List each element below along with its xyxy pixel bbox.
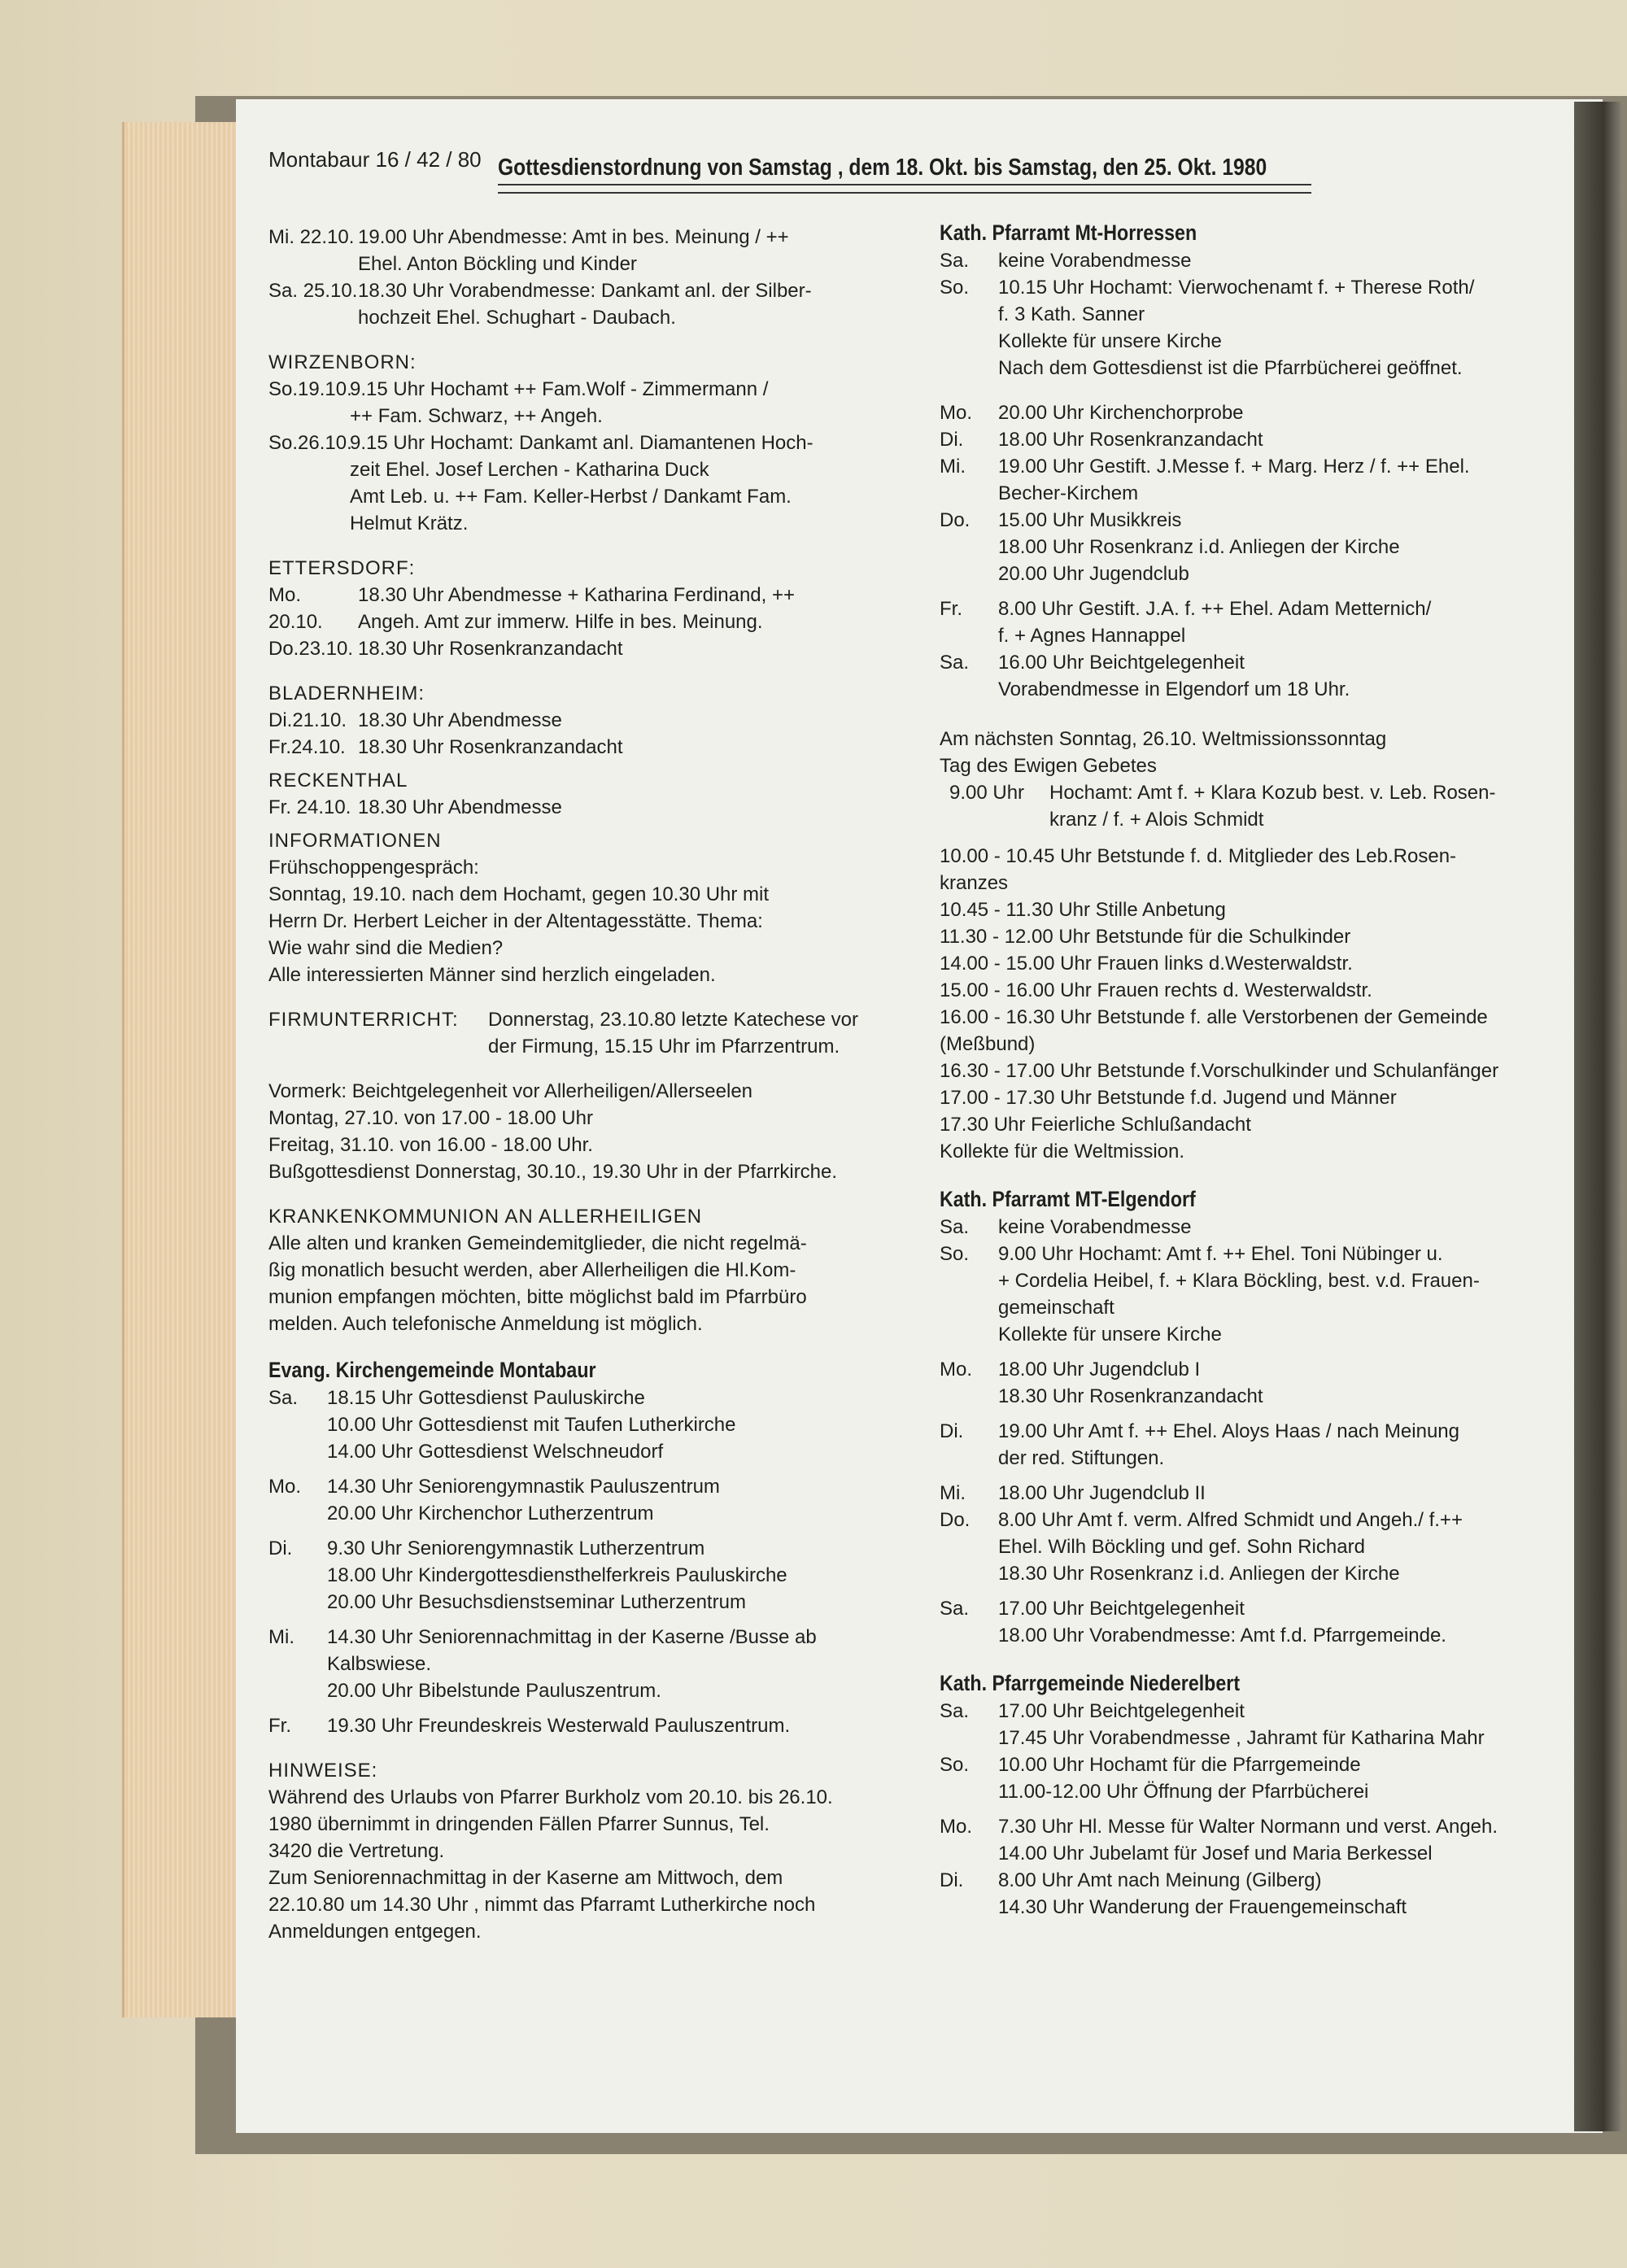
entry-line: f. 3 Kath. Sanner xyxy=(998,303,1145,325)
schedule-line: (Meßbund) xyxy=(940,1033,1036,1055)
weltmission-section xyxy=(940,726,1590,1165)
entry-line: kranz / f. + Alois Schmidt xyxy=(1049,809,1264,831)
day-label: Fr. 24.10. xyxy=(268,796,351,818)
day-label: Sa. xyxy=(940,1216,970,1238)
entry-line: 17.00 Uhr Beichtgelegenheit xyxy=(998,1700,1245,1722)
schedule-row xyxy=(940,1241,1590,1348)
entry-line: 9.00 Uhr Hochamt: Amt f. ++ Ehel. Toni Nübinger u. xyxy=(998,1243,1443,1265)
entry-line: 18.30 Uhr Abendmesse xyxy=(358,709,562,731)
day-label: Di. xyxy=(940,429,964,451)
section-heading: Kath. Pfarrgemeinde Niederelbert xyxy=(940,1671,1241,1695)
entry-line: 9.15 Uhr Hochamt: Dankamt anl. Diamantenen Hoch- xyxy=(350,432,814,454)
schedule-row xyxy=(940,1356,1590,1410)
vormerk-section xyxy=(268,1078,944,1185)
info-line: Alle interessierten Männer sind herzlich eingeladen. xyxy=(268,964,716,986)
entry-line: 9.30 Uhr Seniorengymnastik Lutherzentrum xyxy=(327,1537,705,1559)
entry-line: 17.00 Uhr Beichtgelegenheit xyxy=(998,1598,1245,1620)
info-line: Donnerstag, 23.10.80 letzte Katechese vor xyxy=(488,1009,858,1031)
section-heading: KRANKENKOMMUNION AN ALLERHEILIGEN xyxy=(268,1206,703,1228)
entry-line: keine Vorabendmesse xyxy=(998,250,1192,272)
entry-line: 20.00 Uhr Kirchenchorprobe xyxy=(998,402,1244,424)
schedule-row xyxy=(268,1712,944,1739)
info-line: melden. Auch telefonische Anmeldung ist möglich. xyxy=(268,1313,703,1335)
info-line: der Firmung, 15.15 Uhr im Pfarrzentrum. xyxy=(488,1036,840,1058)
info-line: Vormerk: Beichtgelegenheit vor Allerheiligen/Allerseelen xyxy=(268,1080,753,1102)
day-label: Di.21.10. xyxy=(268,709,347,731)
info-line: Tag des Ewigen Gebetes xyxy=(940,755,1157,777)
entry-line: 18.30 Uhr Abendmesse xyxy=(358,796,562,818)
entry-line: + Cordelia Heibel, f. + Klara Böckling, best. v.d. Frauen- xyxy=(998,1270,1480,1292)
entry-line: 18.30 Uhr Vorabendmesse: Dankamt anl. der Silber- xyxy=(358,280,812,302)
entry-line: 17.45 Uhr Vorabendmesse , Jahramt für Katharina Mahr xyxy=(998,1727,1485,1749)
entry-line: Becher-Kirchem xyxy=(998,482,1139,504)
day-label: Sa. 25.10. xyxy=(268,280,358,302)
schedule-row xyxy=(268,707,944,734)
entry-line: 8.00 Uhr Amt nach Meinung (Gilberg) xyxy=(998,1869,1322,1891)
entry-line: 19.00 Uhr Gestift. J.Messe f. + Marg. Herz / f. ++ Ehel. xyxy=(998,456,1470,478)
entry-line: 18.00 Uhr Jugendclub II xyxy=(998,1482,1206,1504)
schedule-row xyxy=(268,1473,944,1527)
schedule-line: 14.00 - 15.00 Uhr Frauen links d.Westerwaldstr. xyxy=(940,953,1353,975)
section-heading: FIRMUNTERRICHT: xyxy=(268,1009,459,1031)
entry-line: 18.00 Uhr Vorabendmesse: Amt f.d. Pfarrgemeinde. xyxy=(998,1625,1446,1646)
day-label: Di. xyxy=(940,1420,964,1442)
entry-line: 20.00 Uhr Jugendclub xyxy=(998,563,1189,585)
schedule-line: 16.00 - 16.30 Uhr Betstunde f. alle Verstorbenen der Gemeinde xyxy=(940,1006,1488,1028)
title-rule xyxy=(498,184,1311,194)
entry-line: hochzeit Ehel. Schughart - Daubach. xyxy=(358,307,676,329)
schedule-line: 16.30 - 17.00 Uhr Betstunde f.Vorschulkinder und Schulanfänger xyxy=(940,1060,1499,1082)
entry-line: 20.00 Uhr Besuchsdienstseminar Lutherzentrum xyxy=(327,1591,746,1613)
info-line: 3420 die Vertretung. xyxy=(268,1840,445,1862)
section-heading: INFORMATIONEN xyxy=(268,830,442,852)
hinweise-section xyxy=(268,1757,944,1945)
schedule-line: 11.30 - 12.00 Uhr Betstunde für die Schulkinder xyxy=(940,926,1351,948)
day-label: Sa. xyxy=(940,1700,970,1722)
section-heading: WIRZENBORN: xyxy=(268,351,417,373)
day-label: Sa. xyxy=(940,652,970,674)
entry-line: Ehel. Wilh Böckling und gef. Sohn Richard xyxy=(998,1536,1365,1558)
day-label: Do. xyxy=(940,509,971,531)
schedule-row xyxy=(940,1480,1590,1507)
schedule-row xyxy=(940,1595,1590,1649)
entry-line: 19.00 Uhr Abendmesse: Amt in bes. Meinung / ++ xyxy=(358,226,789,248)
horressen-section xyxy=(940,218,1590,382)
entry-line: Nach dem Gottesdienst ist die Pfarrbücherei geöffnet. xyxy=(998,357,1463,379)
elgendorf-section xyxy=(940,1184,1590,1649)
entry-line: Vorabendmesse in Elgendorf um 18 Uhr. xyxy=(998,678,1350,700)
schedule-row xyxy=(940,1214,1590,1241)
entry-line: 18.00 Uhr Rosenkranzandacht xyxy=(998,429,1263,451)
schedule-row xyxy=(268,1624,944,1704)
evang-section xyxy=(268,1355,944,1739)
entry-line: 10.00 Uhr Hochamt für die Pfarrgemeinde xyxy=(998,1754,1361,1776)
info-line: 22.10.80 um 14.30 Uhr , nimmt das Pfarramt Lutherkirche noch xyxy=(268,1894,816,1916)
section-heading: Kath. Pfarramt MT-Elgendorf xyxy=(940,1187,1196,1211)
day-label: So. xyxy=(940,1754,970,1776)
entry-line: gemeinschaft xyxy=(998,1297,1114,1319)
schedule-row xyxy=(940,453,1590,507)
section-heading: Kath. Pfarramt Mt-Horressen xyxy=(940,220,1197,245)
day-label: Sa. xyxy=(940,250,970,272)
day-label: Mi. xyxy=(940,1482,966,1504)
day-label: So. xyxy=(940,1243,970,1265)
schedule-row xyxy=(940,274,1590,382)
ettersdorf-section xyxy=(268,555,944,662)
schedule-row xyxy=(268,794,944,821)
day-label: Mo. xyxy=(940,1359,973,1380)
info-line: Am nächsten Sonntag, 26.10. Weltmissionssonntag xyxy=(940,728,1387,750)
schedule-line: kranzes xyxy=(940,872,1009,894)
schedule-row xyxy=(940,247,1590,274)
day-label: Mi. xyxy=(940,456,966,478)
entry-line: f. + Agnes Hannappel xyxy=(998,625,1186,647)
info-line: Freitag, 31.10. von 16.00 - 18.00 Uhr. xyxy=(268,1134,593,1156)
entry-line: 7.30 Uhr Hl. Messe für Walter Normann und verst. Angeh. xyxy=(998,1816,1498,1838)
entry-line: 14.00 Uhr Gottesdienst Welschneudorf xyxy=(327,1441,664,1463)
entry-line: 19.30 Uhr Freundeskreis Westerwald Pauluszentrum. xyxy=(327,1715,791,1737)
day-label: Fr. xyxy=(268,1715,291,1737)
info-line: Anmeldungen entgegen. xyxy=(268,1921,482,1943)
schedule-row xyxy=(940,1418,1590,1472)
entry-line: 18.00 Uhr Rosenkranz i.d. Anliegen der Kirche xyxy=(998,536,1400,558)
day-label: Sa. xyxy=(940,1598,970,1620)
section-heading: BLADERNHEIM: xyxy=(268,683,425,704)
schedule-row xyxy=(268,734,944,761)
schedule-row xyxy=(268,376,944,430)
info-line: Wie wahr sind die Medien? xyxy=(268,937,504,959)
bladernheim-section xyxy=(268,680,944,761)
schedule-line: 17.00 - 17.30 Uhr Betstunde f.d. Jugend und Männer xyxy=(940,1087,1397,1109)
krankenkommunion-section xyxy=(268,1203,944,1337)
schedule-row xyxy=(268,1535,944,1616)
info-line: Während des Urlaubs von Pfarrer Burkholz vom 20.10. bis 26.10. xyxy=(268,1786,833,1808)
entry-line: 18.30 Uhr Rosenkranzandacht xyxy=(998,1385,1263,1407)
schedule-row xyxy=(940,399,1590,426)
entry-line: 18.30 Uhr Rosenkranz i.d. Anliegen der Kirche xyxy=(998,1563,1400,1585)
entry-line: 14.00 Uhr Jubelamt für Josef und Maria Berkessel xyxy=(998,1843,1433,1865)
section-heading: HINWEISE: xyxy=(268,1760,378,1782)
info-line: 1980 übernimmt in dringenden Fällen Pfarrer Sunnus, Tel. xyxy=(268,1813,770,1835)
day-label: Mo. xyxy=(268,1476,302,1498)
schedule-line: 10.00 - 10.45 Uhr Betstunde f. d. Mitglieder des Leb.Rosen- xyxy=(940,845,1457,867)
time-label: 9.00 Uhr xyxy=(949,782,1025,804)
page-stack-edge xyxy=(122,122,246,2017)
day-label: Do. xyxy=(940,1509,971,1531)
entry-line: 16.00 Uhr Beichtgelegenheit xyxy=(998,652,1245,674)
day-label: So. xyxy=(940,277,970,299)
entry-line: zeit Ehel. Josef Lerchen - Katharina Duck xyxy=(350,459,709,481)
day-label: Di. xyxy=(268,1537,293,1559)
entry-line: 11.00-12.00 Uhr Öffnung der Pfarrbücherei xyxy=(998,1781,1369,1803)
entry-line: 10.15 Uhr Hochamt: Vierwochenamt f. + Therese Roth/ xyxy=(998,277,1475,299)
schedule-row xyxy=(940,595,1590,649)
entry-line: Kalbswiese. xyxy=(327,1653,432,1675)
entry-line: der red. Stiftungen. xyxy=(998,1447,1165,1469)
schedule-row xyxy=(940,1698,1590,1751)
info-line: ßig monatlich besucht werden, aber Allerheiligen die Hl.Kom- xyxy=(268,1259,796,1281)
info-line: munion empfangen möchten, bitte möglichst bald im Pfarrbüro xyxy=(268,1286,807,1308)
entry-line: Ehel. Anton Böckling und Kinder xyxy=(358,253,637,275)
schedule-row xyxy=(940,779,1590,833)
entry-line: 20.00 Uhr Bibelstunde Pauluszentrum. xyxy=(327,1680,661,1702)
schedule-row xyxy=(268,430,944,537)
reckenthal-section xyxy=(268,767,944,821)
entry-line: Angeh. Amt zur immerw. Hilfe in bes. Meinung. xyxy=(358,611,763,633)
day-label: Mo. 20.10. xyxy=(268,584,323,633)
day-label: Mo. xyxy=(940,402,973,424)
schedule-row xyxy=(268,224,944,277)
schedule-row xyxy=(940,1813,1590,1867)
schedule-row xyxy=(940,1507,1590,1587)
entry-line: 10.00 Uhr Gottesdienst mit Taufen Lutherkirche xyxy=(327,1414,736,1436)
entry-line: 18.00 Uhr Jugendclub I xyxy=(998,1359,1201,1380)
day-label: So.26.10. xyxy=(268,432,352,454)
day-label: Sa. xyxy=(268,1387,299,1409)
day-label: Do.23.10. xyxy=(268,638,354,660)
schedule-line: 10.45 - 11.30 Uhr Stille Anbetung xyxy=(940,899,1226,921)
entry-line: ++ Fam. Schwarz, ++ Angeh. xyxy=(350,405,603,427)
schedule-row xyxy=(268,635,944,662)
entry-line: Helmut Krätz. xyxy=(350,512,469,534)
entry-line: 18.30 Uhr Rosenkranzandacht xyxy=(358,638,623,660)
montabaur-intro xyxy=(268,224,944,331)
schedule-row xyxy=(940,507,1590,587)
horressen-week xyxy=(940,399,1590,703)
info-line: Sonntag, 19.10. nach dem Hochamt, gegen 10.30 Uhr mit xyxy=(268,883,770,905)
informationen-section xyxy=(268,827,944,988)
schedule-row xyxy=(940,426,1590,453)
schedule-line: Kollekte für die Weltmission. xyxy=(940,1141,1185,1162)
niederelbert-section xyxy=(940,1668,1590,1921)
entry-line: 18.00 Uhr Kindergottesdiensthelferkreis Pauluskirche xyxy=(327,1564,787,1586)
entry-line: Amt Leb. u. ++ Fam. Keller-Herbst / Dankamt Fam. xyxy=(350,486,792,508)
entry-line: 18.30 Uhr Rosenkranzandacht xyxy=(358,736,623,758)
info-line: Frühschoppengespräch: xyxy=(268,857,479,879)
entry-line: 14.30 Uhr Seniorennachmittag in der Kaserne /Busse ab xyxy=(327,1626,817,1648)
entry-line: 9.15 Uhr Hochamt ++ Fam.Wolf - Zimmermann / xyxy=(350,378,769,400)
schedule-row xyxy=(268,1385,944,1465)
day-label: Mi. xyxy=(268,1626,294,1648)
schedule-row xyxy=(268,582,944,635)
entry-line: 15.00 Uhr Musikkreis xyxy=(998,509,1182,531)
section-heading: Evang. Kirchengemeinde Montabaur xyxy=(268,1358,596,1382)
info-line: Bußgottesdienst Donnerstag, 30.10., 19.30 Uhr in der Pfarrkirche. xyxy=(268,1161,838,1183)
info-line: Montag, 27.10. von 17.00 - 18.00 Uhr xyxy=(268,1107,593,1129)
info-line: Herrn Dr. Herbert Leicher in der Altentagesstätte. Thema: xyxy=(268,910,763,932)
day-label: Mo. xyxy=(940,1816,973,1838)
entry-line: 14.30 Uhr Wanderung der Frauengemeinschaft xyxy=(998,1896,1407,1918)
day-label: Fr.24.10. xyxy=(268,736,346,758)
entry-line: keine Vorabendmesse xyxy=(998,1216,1192,1238)
day-label: Di. xyxy=(940,1869,964,1891)
page-title: Gottesdienstordnung von Samstag , dem 18. Okt. bis Samstag, den 25. Okt. 1980 xyxy=(498,155,1267,181)
schedule-line: 15.00 - 16.00 Uhr Frauen rechts d. Westerwaldstr. xyxy=(940,979,1372,1001)
schedule-row xyxy=(940,1867,1590,1921)
section-heading: ETTERSDORF: xyxy=(268,557,416,579)
schedule-row xyxy=(940,1751,1590,1805)
info-line: Alle alten und kranken Gemeindemitglieder, die nicht regelmä- xyxy=(268,1232,807,1254)
wirzenborn-section xyxy=(268,349,944,537)
day-label: Fr. xyxy=(940,598,962,620)
firmunterricht-section xyxy=(268,1006,944,1060)
day-label: So.19.10. xyxy=(268,378,352,400)
entry-line: 8.00 Uhr Gestift. J.A. f. ++ Ehel. Adam Metternich/ xyxy=(998,598,1432,620)
schedule-row xyxy=(940,649,1590,703)
page-reference: Montabaur 16 / 42 / 80 xyxy=(268,147,482,172)
schedule-row xyxy=(268,277,944,331)
entry-line: Kollekte für unsere Kirche xyxy=(998,330,1222,352)
entry-line: Hochamt: Amt f. + Klara Kozub best. v. Leb. Rosen- xyxy=(1049,782,1496,804)
left-column xyxy=(268,224,944,1963)
entry-line: 14.30 Uhr Seniorengymnastik Pauluszentrum xyxy=(327,1476,720,1498)
entry-line: 19.00 Uhr Amt f. ++ Ehel. Aloys Haas / nach Meinung xyxy=(998,1420,1459,1442)
entry-line: 18.30 Uhr Abendmesse + Katharina Ferdinand, ++ xyxy=(358,584,796,606)
section-heading: RECKENTHAL xyxy=(268,770,408,792)
schedule-line: 17.30 Uhr Feierliche Schlußandacht xyxy=(940,1114,1251,1136)
day-label: Mi. 22.10. xyxy=(268,226,355,248)
info-line: Zum Seniorennachmittag in der Kaserne am Mittwoch, dem xyxy=(268,1867,783,1889)
right-column xyxy=(940,218,1590,1939)
entry-line: 18.15 Uhr Gottesdienst Pauluskirche xyxy=(327,1387,645,1409)
entry-line: Kollekte für unsere Kirche xyxy=(998,1324,1222,1346)
entry-line: 8.00 Uhr Amt f. verm. Alfred Schmidt und Angeh./ f.++ xyxy=(998,1509,1463,1531)
entry-line: 20.00 Uhr Kirchenchor Lutherzentrum xyxy=(327,1503,654,1524)
